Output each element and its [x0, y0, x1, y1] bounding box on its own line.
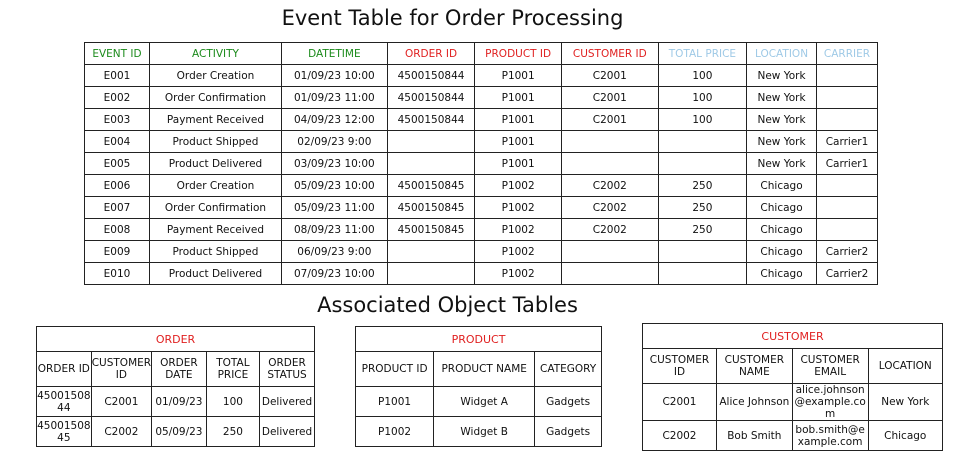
table-cell: 05/09/23: [152, 417, 207, 447]
table-cell: Gadgets: [535, 417, 602, 447]
column-header: DATETIME: [281, 43, 387, 65]
table-cell: 100: [658, 65, 746, 87]
table-row: [85, 197, 878, 219]
table-cell: P1001: [356, 387, 434, 417]
table-cell: 4500150844: [387, 65, 475, 87]
table-cell: C2002: [561, 175, 658, 197]
section-title: Associated Object Tables: [317, 293, 578, 317]
table-cell: P1002: [475, 175, 562, 197]
table-cell: 06/09/23 9:00: [281, 241, 387, 263]
table-cell: [387, 263, 475, 285]
table-cell: Carrier1: [816, 153, 877, 175]
table-row: [356, 417, 602, 447]
table-caption: PRODUCT: [356, 327, 602, 352]
table-row: [85, 263, 878, 285]
table-cell: Alice Johnson: [716, 384, 792, 421]
table-cell: P1002: [475, 241, 562, 263]
table-row: [643, 421, 943, 451]
table-header-row: [356, 352, 602, 387]
column-header: CUSTOMER NAME: [716, 349, 792, 384]
table-cell: 01/09/23 10:00: [281, 65, 387, 87]
table-cell: Payment Received: [149, 109, 281, 131]
table-cell: E004: [85, 131, 150, 153]
table-cell: E007: [85, 197, 150, 219]
table-cell: C2001: [561, 65, 658, 87]
table-row: [37, 417, 315, 447]
column-header: CATEGORY: [535, 352, 602, 387]
page-title: Event Table for Order Processing: [281, 6, 624, 30]
column-header: ORDER DATE: [152, 352, 207, 387]
order-table: [36, 326, 315, 447]
column-header: CUSTOMER ID: [561, 43, 658, 65]
table-cell: New York: [747, 87, 817, 109]
table-cell: Carrier1: [816, 131, 877, 153]
column-header: EVENT ID: [85, 43, 150, 65]
table-cell: Product Shipped: [149, 131, 281, 153]
table-cell: C2002: [561, 219, 658, 241]
table-cell: [387, 131, 475, 153]
table-cell: E001: [85, 65, 150, 87]
table-cell: [816, 197, 877, 219]
table-cell: [816, 87, 877, 109]
table-cell: 01/09/23: [152, 387, 207, 417]
table-cell: [816, 109, 877, 131]
table-cell: New York: [747, 109, 817, 131]
table-cell: C2002: [643, 421, 717, 451]
table-row: [85, 175, 878, 197]
table-cell: [387, 153, 475, 175]
table-cell: [561, 263, 658, 285]
table-cell: Chicago: [747, 219, 817, 241]
table-row: [85, 219, 878, 241]
event-table: [84, 42, 878, 285]
table-cell: Carrier2: [816, 263, 877, 285]
table-cell: E010: [85, 263, 150, 285]
table-cell: 01/09/23 11:00: [281, 87, 387, 109]
table-cell: 04/09/23 12:00: [281, 109, 387, 131]
event-table-body: [85, 65, 878, 285]
table-cell: P1002: [475, 197, 562, 219]
column-header: CUSTOMER ID: [91, 352, 151, 387]
table-cell: Chicago: [747, 263, 817, 285]
table-cell: P1001: [475, 87, 562, 109]
table-row: [37, 387, 315, 417]
table-row: [85, 241, 878, 263]
table-cell: P1001: [475, 65, 562, 87]
table-cell: Gadgets: [535, 387, 602, 417]
table-cell: New York: [747, 65, 817, 87]
table-cell: Chicago: [747, 241, 817, 263]
table-cell: 08/09/23 11:00: [281, 219, 387, 241]
table-cell: Delivered: [260, 387, 315, 417]
table-cell: Payment Received: [149, 219, 281, 241]
table-cell: Order Creation: [149, 65, 281, 87]
column-header: CUSTOMER ID: [643, 349, 717, 384]
table-cell: Order Confirmation: [149, 197, 281, 219]
customer-table: [642, 323, 943, 451]
table-cell: bob.smith@example.com: [792, 421, 868, 451]
column-header: PRODUCT ID: [356, 352, 434, 387]
table-row: [85, 87, 878, 109]
column-header: ACTIVITY: [149, 43, 281, 65]
table-cell: [658, 241, 746, 263]
table-header-row: [643, 349, 943, 384]
table-cell: 250: [658, 219, 746, 241]
table-cell: 4500150845: [387, 175, 475, 197]
table-cell: 100: [658, 87, 746, 109]
table-cell: alice.johnson@example.com: [792, 384, 868, 421]
product-table: [355, 326, 602, 447]
table-cell: 4500150844: [37, 387, 92, 417]
table-cell: 250: [658, 175, 746, 197]
table-cell: P1002: [475, 263, 562, 285]
table-cell: Chicago: [868, 421, 942, 451]
table-row: [643, 384, 943, 421]
table-cell: [816, 219, 877, 241]
column-header: PRODUCT NAME: [434, 352, 535, 387]
table-cell: Carrier2: [816, 241, 877, 263]
table-cell: Product Shipped: [149, 241, 281, 263]
column-header: ORDER STATUS: [260, 352, 315, 387]
column-header: LOCATION: [868, 349, 942, 384]
table-cell: [561, 153, 658, 175]
table-cell: Widget A: [434, 387, 535, 417]
table-row: [85, 131, 878, 153]
table-cell: C2002: [91, 417, 151, 447]
column-header: CARRIER: [816, 43, 877, 65]
table-cell: C2001: [91, 387, 151, 417]
table-cell: [658, 131, 746, 153]
table-cell: E005: [85, 153, 150, 175]
column-header: PRODUCT ID: [475, 43, 562, 65]
table-caption-row: [356, 327, 602, 352]
table-cell: E002: [85, 87, 150, 109]
column-header: TOTAL PRICE: [206, 352, 259, 387]
table-cell: 07/09/23 10:00: [281, 263, 387, 285]
table-cell: 100: [206, 387, 259, 417]
table-cell: P1002: [356, 417, 434, 447]
table-cell: E006: [85, 175, 150, 197]
table-caption: CUSTOMER: [643, 324, 943, 349]
table-cell: Order Creation: [149, 175, 281, 197]
table-caption: ORDER: [37, 327, 315, 352]
table-cell: [816, 175, 877, 197]
table-cell: Chicago: [747, 175, 817, 197]
table-cell: 250: [658, 197, 746, 219]
table-cell: C2002: [561, 197, 658, 219]
table-cell: P1001: [475, 153, 562, 175]
table-cell: C2001: [561, 87, 658, 109]
table-cell: E008: [85, 219, 150, 241]
event-table-header-row: [85, 43, 878, 65]
table-header-row: [37, 352, 315, 387]
table-cell: New York: [747, 131, 817, 153]
table-cell: 4500150845: [387, 197, 475, 219]
table-cell: [816, 65, 877, 87]
table-cell: P1002: [475, 219, 562, 241]
table-cell: Delivered: [260, 417, 315, 447]
column-header: LOCATION: [747, 43, 817, 65]
table-cell: 4500150844: [387, 109, 475, 131]
table-cell: 4500150845: [37, 417, 92, 447]
table-cell: 250: [206, 417, 259, 447]
table-cell: 4500150844: [387, 87, 475, 109]
table-cell: 05/09/23 11:00: [281, 197, 387, 219]
table-row: [85, 65, 878, 87]
table-cell: [658, 153, 746, 175]
column-header: TOTAL PRICE: [658, 43, 746, 65]
table-caption-row: [643, 324, 943, 349]
table-cell: Product Delivered: [149, 263, 281, 285]
table-cell: Product Delivered: [149, 153, 281, 175]
table-cell: 100: [658, 109, 746, 131]
table-cell: Chicago: [747, 197, 817, 219]
table-cell: [561, 241, 658, 263]
table-cell: Bob Smith: [716, 421, 792, 451]
column-header: CUSTOMER EMAIL: [792, 349, 868, 384]
column-header: ORDER ID: [37, 352, 92, 387]
table-cell: New York: [747, 153, 817, 175]
table-cell: P1001: [475, 109, 562, 131]
table-row: [85, 109, 878, 131]
table-cell: C2001: [643, 384, 717, 421]
table-cell: 03/09/23 10:00: [281, 153, 387, 175]
table-cell: 4500150845: [387, 219, 475, 241]
table-cell: Widget B: [434, 417, 535, 447]
table-cell: C2001: [561, 109, 658, 131]
table-cell: E009: [85, 241, 150, 263]
table-caption-row: [37, 327, 315, 352]
column-header: ORDER ID: [387, 43, 475, 65]
table-cell: New York: [868, 384, 942, 421]
table-cell: [561, 131, 658, 153]
table-cell: E003: [85, 109, 150, 131]
table-cell: [387, 241, 475, 263]
table-row: [85, 153, 878, 175]
table-cell: Order Confirmation: [149, 87, 281, 109]
table-cell: [658, 263, 746, 285]
table-cell: 05/09/23 10:00: [281, 175, 387, 197]
table-row: [356, 387, 602, 417]
table-cell: 02/09/23 9:00: [281, 131, 387, 153]
table-cell: P1001: [475, 131, 562, 153]
